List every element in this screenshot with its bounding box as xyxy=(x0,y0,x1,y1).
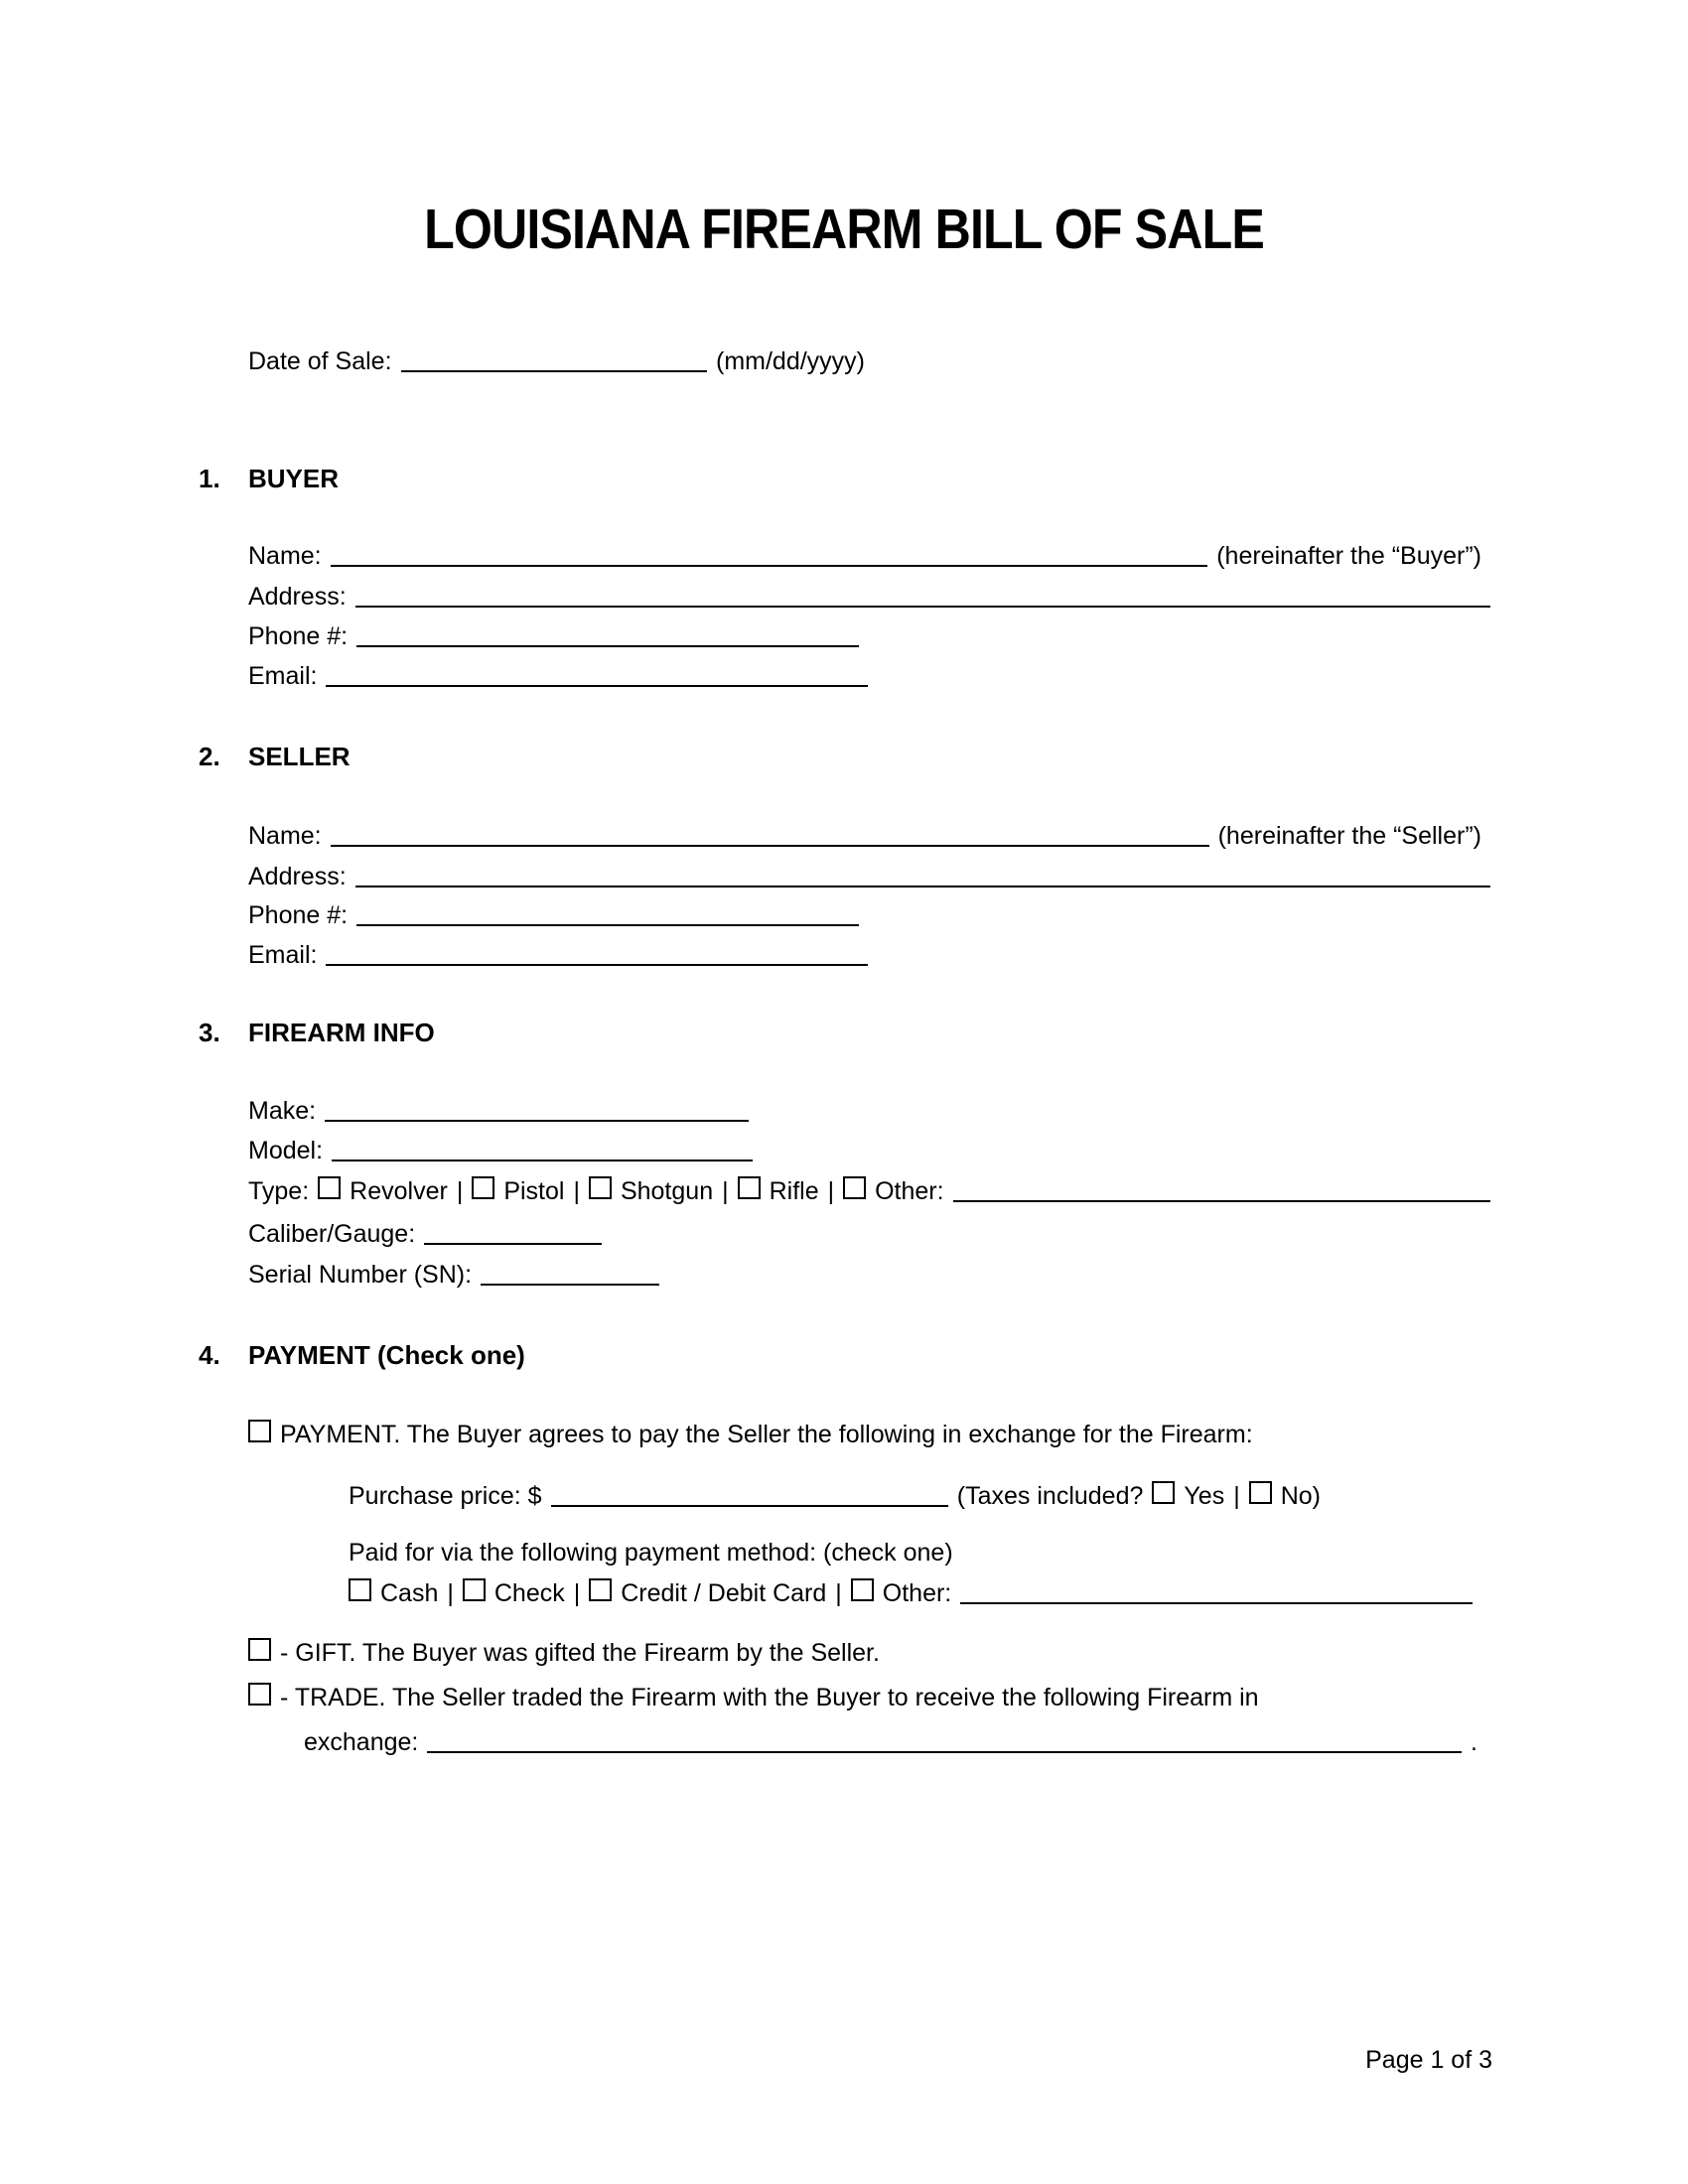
type-other-label: Other: xyxy=(875,1177,944,1205)
firearm-serial-label: Serial Number (SN): xyxy=(248,1261,473,1289)
firearm-section-title: FIREARM INFO xyxy=(248,1018,435,1047)
firearm-caliber-label: Caliber/Gauge: xyxy=(248,1220,416,1248)
purchase-price-label: Purchase price: $ xyxy=(349,1482,542,1510)
buyer-section-heading xyxy=(199,459,339,498)
date-format-hint: (mm/dd/yyyy) xyxy=(716,347,865,375)
method-other-checkbox[interactable] xyxy=(851,1578,874,1601)
method-other-label: Other: xyxy=(882,1579,952,1607)
type-rifle-checkbox[interactable] xyxy=(738,1176,761,1199)
type-pistol-label: Pistol xyxy=(503,1177,565,1205)
method-check-label: Check xyxy=(493,1579,565,1607)
firearm-make-row xyxy=(248,1091,749,1131)
type-revolver-checkbox[interactable] xyxy=(318,1176,341,1199)
firearm-model-blank[interactable] xyxy=(332,1160,753,1161)
seller-phone-blank[interactable] xyxy=(356,924,859,926)
method-separator: | xyxy=(835,1579,842,1607)
buyer-email-row xyxy=(248,656,868,696)
seller-name-row xyxy=(248,816,1481,856)
buyer-name-label: Name: xyxy=(248,542,322,570)
seller-phone-row xyxy=(248,895,859,935)
taxes-yes-label: Yes xyxy=(1184,1482,1225,1510)
type-other-checkbox[interactable] xyxy=(843,1176,866,1199)
firearm-type-label: Type: xyxy=(248,1177,310,1205)
payment-methods-row xyxy=(349,1573,1473,1613)
taxes-yes-checkbox[interactable] xyxy=(1152,1481,1175,1504)
trade-exchange-row xyxy=(304,1722,1477,1762)
payment-option-text: PAYMENT. The Buyer agrees to pay the Seller the following in exchange for the Firearm: xyxy=(280,1421,1253,1448)
payment-option-row xyxy=(248,1415,1253,1454)
method-cash-checkbox[interactable] xyxy=(349,1578,371,1601)
trade-exchange-blank[interactable] xyxy=(427,1751,1462,1753)
type-pistol-checkbox[interactable] xyxy=(472,1176,494,1199)
type-separator: | xyxy=(573,1177,580,1205)
buyer-email-blank[interactable] xyxy=(326,685,868,687)
method-check-checkbox[interactable] xyxy=(463,1578,486,1601)
firearm-section-number: 3. xyxy=(199,1018,220,1047)
buyer-address-label: Address: xyxy=(248,583,347,611)
type-shotgun-label: Shotgun xyxy=(620,1177,714,1205)
seller-address-label: Address: xyxy=(248,863,347,890)
taxes-no-checkbox[interactable] xyxy=(1249,1481,1272,1504)
buyer-phone-blank[interactable] xyxy=(356,645,859,647)
seller-phone-label: Phone #: xyxy=(248,901,349,929)
method-card-label: Credit / Debit Card xyxy=(621,1579,827,1607)
method-separator: | xyxy=(447,1579,454,1607)
seller-section-number: 2. xyxy=(199,742,220,771)
purchase-price-blank[interactable] xyxy=(551,1505,948,1507)
payment-section-title: PAYMENT (Check one) xyxy=(248,1340,525,1370)
seller-section-title: SELLER xyxy=(248,742,351,771)
type-separator: | xyxy=(827,1177,835,1205)
payment-method-intro-row xyxy=(349,1533,953,1572)
method-other-blank[interactable] xyxy=(960,1602,1473,1604)
seller-address-blank[interactable] xyxy=(355,886,1490,887)
seller-email-label: Email: xyxy=(248,941,318,969)
buyer-name-blank[interactable] xyxy=(331,565,1208,567)
method-card-checkbox[interactable] xyxy=(589,1578,612,1601)
buyer-address-row xyxy=(248,577,1490,616)
type-separator: | xyxy=(456,1177,464,1205)
firearm-model-row xyxy=(248,1131,753,1170)
payment-method-intro: Paid for via the following payment method: (check one) xyxy=(349,1539,953,1567)
seller-address-row xyxy=(248,857,1490,896)
buyer-phone-row xyxy=(248,616,859,656)
date-of-sale-blank[interactable] xyxy=(401,370,707,372)
seller-name-label: Name: xyxy=(248,822,322,850)
type-separator: | xyxy=(722,1177,729,1205)
method-separator: | xyxy=(573,1579,581,1607)
firearm-type-row xyxy=(248,1171,1490,1211)
payment-section-number: 4. xyxy=(199,1340,220,1370)
method-cash-label: Cash xyxy=(380,1579,439,1607)
purchase-price-row xyxy=(349,1476,1321,1516)
gift-checkbox[interactable] xyxy=(248,1638,271,1661)
firearm-model-label: Model: xyxy=(248,1137,324,1164)
firearm-make-blank[interactable] xyxy=(325,1120,749,1122)
taxes-no-label: No) xyxy=(1280,1482,1321,1510)
trade-option-text: - TRADE. The Seller traded the Firearm with the Buyer to receive the following Firearm in xyxy=(280,1684,1259,1711)
firearm-serial-row xyxy=(248,1255,659,1295)
buyer-phone-label: Phone #: xyxy=(248,622,349,650)
seller-section-heading xyxy=(199,737,351,776)
document-title: LOUISIANA FIREARM BILL OF SALE xyxy=(424,198,1264,261)
date-of-sale-label: Date of Sale: xyxy=(248,347,392,375)
firearm-section-heading xyxy=(199,1013,435,1052)
firearm-caliber-row xyxy=(248,1214,602,1254)
buyer-email-label: Email: xyxy=(248,662,318,690)
trade-option-row xyxy=(248,1678,1259,1717)
trade-exchange-label: exchange: xyxy=(304,1728,419,1756)
trade-checkbox[interactable] xyxy=(248,1683,271,1706)
payment-section-heading xyxy=(199,1335,525,1375)
buyer-section-title: BUYER xyxy=(248,464,340,493)
buyer-name-row xyxy=(248,536,1481,576)
page-number: Page 1 of 3 xyxy=(1365,2046,1492,2074)
buyer-section-number: 1. xyxy=(199,464,220,493)
trade-exchange-period: . xyxy=(1471,1728,1477,1756)
gift-option-text: - GIFT. The Buyer was gifted the Firearm by the Seller. xyxy=(280,1639,880,1667)
taxes-separator: | xyxy=(1233,1482,1240,1510)
seller-name-blank[interactable] xyxy=(331,845,1209,847)
seller-email-blank[interactable] xyxy=(326,964,868,966)
seller-name-suffix: (hereinafter the “Seller”) xyxy=(1217,822,1481,850)
firearm-caliber-blank[interactable] xyxy=(424,1243,602,1245)
date-of-sale-row xyxy=(248,341,865,381)
type-other-blank[interactable] xyxy=(953,1200,1490,1202)
seller-email-row xyxy=(248,935,868,975)
firearm-serial-blank[interactable] xyxy=(481,1284,659,1286)
payment-option-checkbox[interactable] xyxy=(248,1420,271,1442)
buyer-name-suffix: (hereinafter the “Buyer”) xyxy=(1216,542,1481,570)
type-rifle-label: Rifle xyxy=(769,1177,819,1205)
firearm-make-label: Make: xyxy=(248,1097,317,1125)
buyer-address-blank[interactable] xyxy=(355,606,1490,608)
type-revolver-label: Revolver xyxy=(350,1177,448,1205)
type-shotgun-checkbox[interactable] xyxy=(589,1176,612,1199)
gift-option-row xyxy=(248,1633,880,1673)
taxes-included-label: (Taxes included? xyxy=(956,1482,1144,1510)
